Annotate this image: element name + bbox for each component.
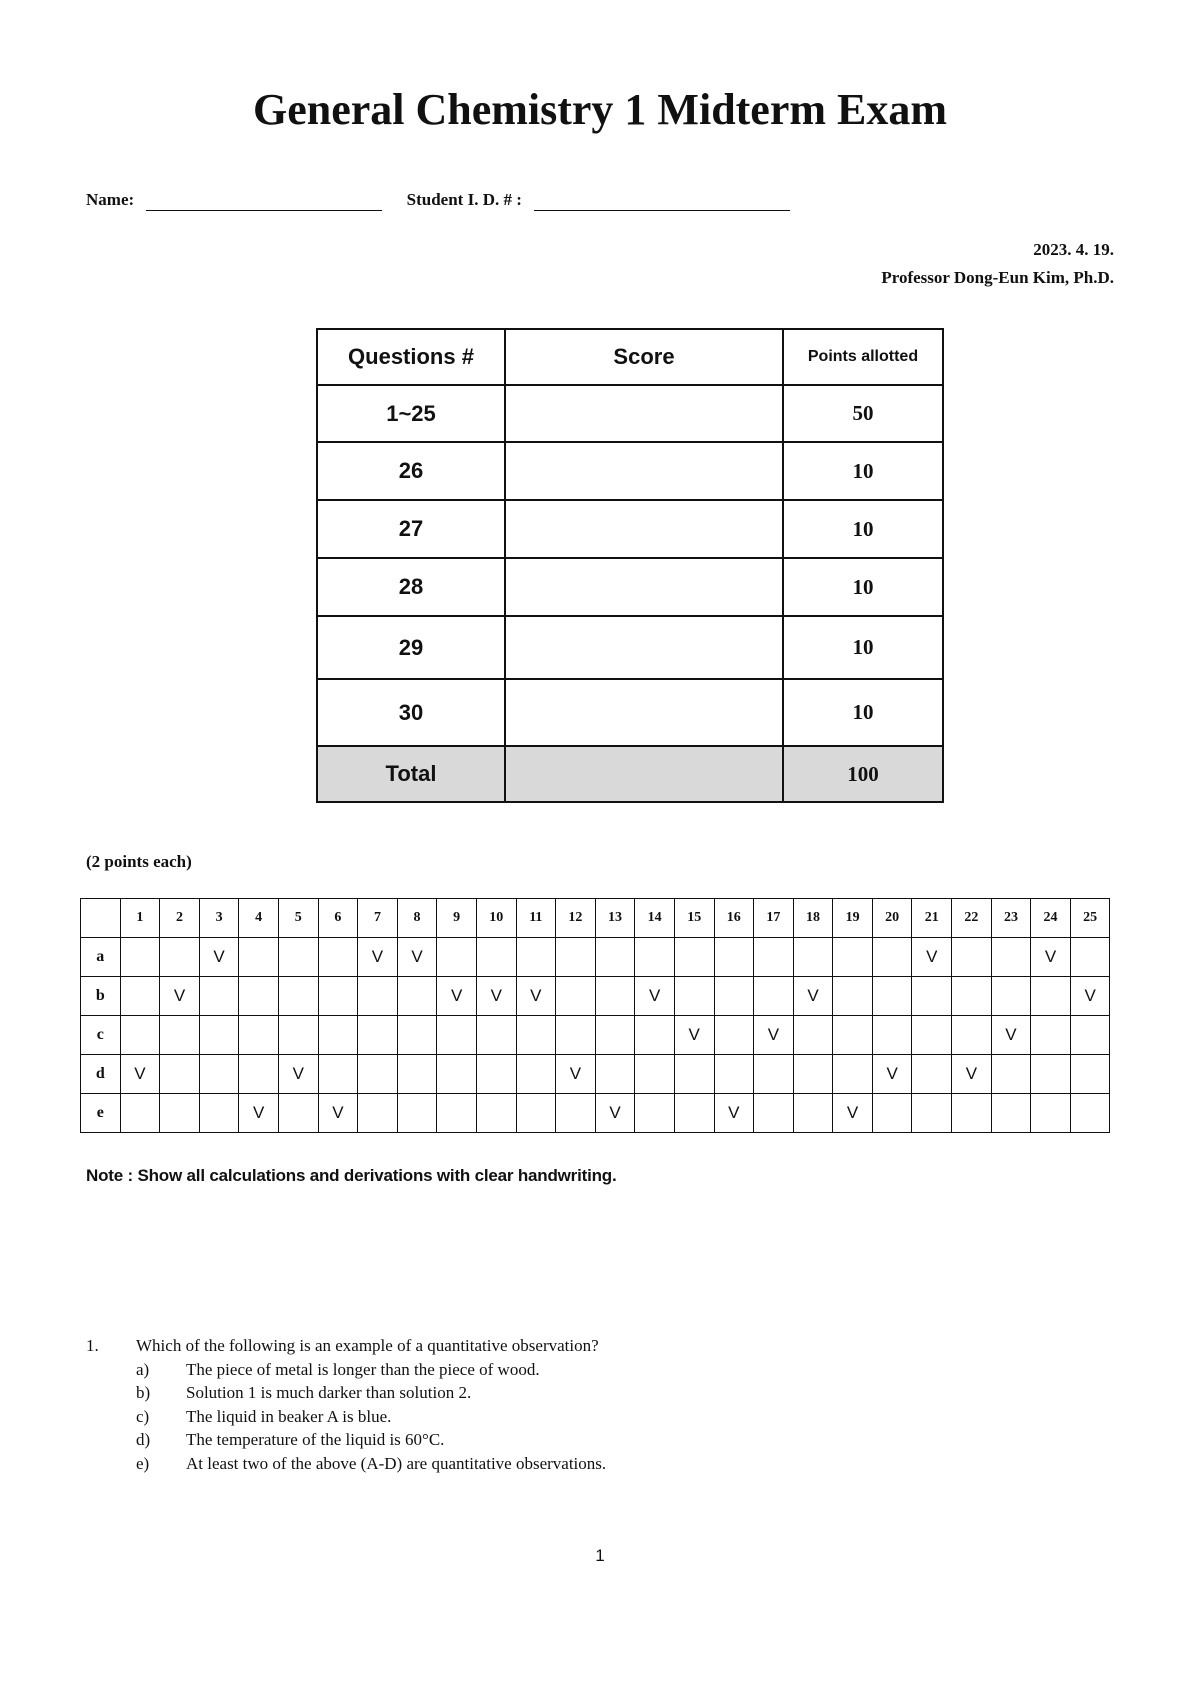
answer-cell[interactable]	[476, 1016, 516, 1055]
answer-cell[interactable]	[278, 977, 318, 1016]
answer-cell[interactable]	[991, 1055, 1031, 1094]
answer-mark[interactable]: V	[556, 1055, 596, 1094]
score-total-label: Total	[317, 746, 505, 802]
answer-column-header: 20	[872, 899, 912, 938]
answer-cell[interactable]	[1031, 977, 1071, 1016]
answer-cell[interactable]	[199, 1055, 239, 1094]
score-row-question: 29	[317, 616, 505, 679]
answer-cell[interactable]	[754, 977, 794, 1016]
answer-cell[interactable]	[437, 938, 477, 977]
answer-cell[interactable]	[872, 1016, 912, 1055]
answer-cell[interactable]	[318, 1016, 358, 1055]
answer-column-header: 21	[912, 899, 952, 938]
answer-column-header: 19	[833, 899, 873, 938]
handwriting-note: Note : Show all calculations and derivations with clear handwriting.	[86, 1166, 617, 1185]
option-label: a)	[136, 1359, 150, 1379]
answer-cell[interactable]	[278, 938, 318, 977]
score-row-question: 1~25	[317, 385, 505, 442]
answer-mark[interactable]: V	[516, 977, 556, 1016]
answer-column-header: 3	[199, 899, 239, 938]
answer-cell[interactable]	[358, 977, 398, 1016]
answer-cell[interactable]	[674, 1055, 714, 1094]
answer-cell[interactable]	[754, 1055, 794, 1094]
score-row-score[interactable]	[505, 385, 783, 442]
answer-cell[interactable]	[674, 938, 714, 977]
answer-cell[interactable]	[833, 977, 873, 1016]
answer-cell[interactable]	[793, 1055, 833, 1094]
score-row-points: 10	[783, 558, 943, 616]
answer-mark[interactable]: V	[397, 938, 437, 977]
answer-column-header: 22	[952, 899, 992, 938]
option-label: c)	[136, 1406, 150, 1426]
answer-column-header: 18	[793, 899, 833, 938]
answer-grid-row	[81, 938, 1110, 977]
answer-cell[interactable]	[397, 1094, 437, 1133]
score-row-score[interactable]	[505, 558, 783, 616]
score-row-score[interactable]	[505, 616, 783, 679]
answer-cell[interactable]	[635, 1016, 675, 1055]
answer-column-header: 9	[437, 899, 477, 938]
answer-mark[interactable]: V	[872, 1055, 912, 1094]
answer-mark[interactable]: V	[595, 1094, 635, 1133]
answer-mark[interactable]: V	[160, 977, 200, 1016]
answer-mark[interactable]: V	[952, 1055, 992, 1094]
answer-grid-row	[81, 977, 1110, 1016]
answer-column-header: 2	[160, 899, 200, 938]
answer-cell[interactable]	[912, 977, 952, 1016]
answer-mark[interactable]: V	[1070, 977, 1110, 1016]
answer-column-header: 10	[476, 899, 516, 938]
answer-mark[interactable]: V	[199, 938, 239, 977]
name-label: Name:	[86, 190, 135, 209]
question-1	[86, 1334, 1116, 1475]
exam-date: 2023. 4. 19.	[1033, 240, 1114, 259]
answer-column-header: 4	[239, 899, 279, 938]
answer-column-header: 17	[754, 899, 794, 938]
answer-cell[interactable]	[160, 1055, 200, 1094]
answer-cell[interactable]	[674, 977, 714, 1016]
answer-cell[interactable]	[516, 1016, 556, 1055]
answer-cell[interactable]	[1070, 1055, 1110, 1094]
answer-cell[interactable]	[278, 1016, 318, 1055]
answer-cell[interactable]	[674, 1094, 714, 1133]
answer-cell[interactable]	[516, 1094, 556, 1133]
answer-cell[interactable]	[437, 1094, 477, 1133]
answer-row-label: a	[81, 938, 121, 977]
option-text: At least two of the above (A-D) are quantitative observations.	[186, 1453, 607, 1473]
answer-mark[interactable]: V	[793, 977, 833, 1016]
answer-column-header: 6	[318, 899, 358, 938]
answer-cell[interactable]	[397, 1055, 437, 1094]
question-number: 1.	[86, 1336, 99, 1355]
answer-cell[interactable]	[714, 938, 754, 977]
answer-column-header: 7	[358, 899, 398, 938]
answer-mark[interactable]: V	[912, 938, 952, 977]
answer-cell[interactable]	[872, 977, 912, 1016]
answer-cell[interactable]	[120, 1016, 160, 1055]
answer-cell[interactable]	[318, 1055, 358, 1094]
answer-cell[interactable]	[556, 938, 596, 977]
answer-cell[interactable]	[437, 1016, 477, 1055]
score-row-points: 10	[783, 442, 943, 500]
answer-mark[interactable]: V	[714, 1094, 754, 1133]
answer-cell[interactable]	[397, 977, 437, 1016]
answer-cell[interactable]	[952, 1094, 992, 1133]
professor-name: Professor Dong-Eun Kim, Ph.D.	[881, 268, 1114, 287]
score-total-points: 100	[783, 746, 943, 802]
score-header-questions: Questions #	[317, 329, 505, 385]
answer-column-header: 24	[1031, 899, 1071, 938]
answer-cell[interactable]	[556, 977, 596, 1016]
answer-cell[interactable]	[635, 1055, 675, 1094]
date-professor-block	[881, 236, 1114, 292]
option-c[interactable]	[86, 1405, 1116, 1429]
answer-cell[interactable]	[952, 938, 992, 977]
answer-cell[interactable]	[952, 977, 992, 1016]
score-header-score: Score	[505, 329, 783, 385]
answer-cell[interactable]	[754, 1094, 794, 1133]
answer-cell[interactable]	[714, 1016, 754, 1055]
answer-grid	[80, 898, 1110, 1133]
student-id-blank[interactable]	[534, 190, 790, 211]
answer-cell[interactable]	[793, 1094, 833, 1133]
score-row-points: 10	[783, 679, 943, 746]
answer-cell[interactable]	[1031, 1055, 1071, 1094]
answer-mark[interactable]: V	[991, 1016, 1031, 1055]
score-row-question: 30	[317, 679, 505, 746]
answer-cell[interactable]	[912, 1055, 952, 1094]
option-text: Solution 1 is much darker than solution 2.	[186, 1383, 472, 1402]
score-total-score[interactable]	[505, 746, 783, 802]
score-row-points: 50	[783, 385, 943, 442]
page-number: 1	[595, 1546, 605, 1565]
answer-column-header: 25	[1070, 899, 1110, 938]
option-label: b)	[136, 1383, 151, 1402]
answer-grid-header-row	[81, 899, 1110, 938]
option-label: d)	[136, 1430, 151, 1449]
answer-cell[interactable]	[833, 1055, 873, 1094]
score-row-question: 27	[317, 500, 505, 558]
answer-cell[interactable]	[160, 1094, 200, 1133]
answer-cell[interactable]	[556, 1094, 596, 1133]
option-d[interactable]	[86, 1428, 1116, 1452]
option-a[interactable]	[86, 1358, 1116, 1382]
answer-cell[interactable]	[556, 1016, 596, 1055]
answer-column-header: 12	[556, 899, 596, 938]
answer-column-header: 1	[120, 899, 160, 938]
score-row-points: 10	[783, 500, 943, 558]
answer-cell[interactable]	[358, 1016, 398, 1055]
answer-column-header: 8	[397, 899, 437, 938]
answer-mark[interactable]: V	[278, 1055, 318, 1094]
answer-cell[interactable]	[635, 1094, 675, 1133]
option-text: The piece of metal is longer than the piece of wood.	[186, 1359, 540, 1379]
answer-cell[interactable]	[1070, 938, 1110, 977]
answer-mark[interactable]: V	[674, 1016, 714, 1055]
answer-column-header: 15	[674, 899, 714, 938]
answer-mark[interactable]: V	[239, 1094, 279, 1133]
answer-mark[interactable]: V	[635, 977, 675, 1016]
answer-grid-row	[81, 1055, 1110, 1094]
answer-cell[interactable]	[872, 1094, 912, 1133]
answer-column-header: 23	[991, 899, 1031, 938]
answer-cell[interactable]	[120, 1094, 160, 1133]
answer-cell[interactable]	[160, 1016, 200, 1055]
answer-row-label: e	[81, 1094, 121, 1133]
answer-cell[interactable]	[278, 1094, 318, 1133]
answer-column-header: 5	[278, 899, 318, 938]
answer-cell[interactable]	[239, 938, 279, 977]
score-row-score[interactable]	[505, 679, 783, 746]
answer-cell[interactable]	[595, 977, 635, 1016]
answer-cell[interactable]	[516, 1055, 556, 1094]
student-id-label: Student I. D. # :	[406, 190, 522, 209]
answer-cell[interactable]	[199, 977, 239, 1016]
answer-cell[interactable]	[595, 1016, 635, 1055]
score-row-score[interactable]	[505, 500, 783, 558]
score-row-question: 26	[317, 442, 505, 500]
answer-cell[interactable]	[318, 938, 358, 977]
answer-cell[interactable]	[1031, 1016, 1071, 1055]
answer-cell[interactable]	[476, 1055, 516, 1094]
answer-cell[interactable]	[714, 1055, 754, 1094]
answer-cell[interactable]	[991, 977, 1031, 1016]
answer-cell[interactable]	[595, 938, 635, 977]
answer-cell[interactable]	[199, 1016, 239, 1055]
answer-cell[interactable]	[120, 977, 160, 1016]
score-row-question: 28	[317, 558, 505, 616]
answer-mark[interactable]: V	[318, 1094, 358, 1133]
score-row-score[interactable]	[505, 442, 783, 500]
option-b[interactable]	[86, 1381, 1116, 1405]
answer-cell[interactable]	[912, 1016, 952, 1055]
question-text: Which of the following is an example of a quantitative observation?	[136, 1336, 599, 1355]
answer-cell[interactable]	[516, 938, 556, 977]
answer-cell[interactable]	[120, 938, 160, 977]
option-text: The liquid in beaker A is blue.	[186, 1406, 392, 1426]
answer-cell[interactable]	[199, 1094, 239, 1133]
answer-cell[interactable]	[476, 938, 516, 977]
answer-column-header: 11	[516, 899, 556, 938]
answer-cell[interactable]	[476, 1094, 516, 1133]
answer-cell[interactable]	[239, 1016, 279, 1055]
answer-cell[interactable]	[952, 1016, 992, 1055]
answer-grid-corner	[81, 899, 121, 938]
answer-mark[interactable]: V	[120, 1055, 160, 1094]
answer-cell[interactable]	[358, 1055, 398, 1094]
answer-row-label: b	[81, 977, 121, 1016]
answer-mark[interactable]: V	[1031, 938, 1071, 977]
answer-cell[interactable]	[912, 1094, 952, 1133]
answer-cell[interactable]	[833, 1016, 873, 1055]
student-info-line	[86, 190, 790, 211]
score-table	[316, 328, 944, 803]
answer-cell[interactable]	[714, 977, 754, 1016]
answer-cell[interactable]	[991, 1094, 1031, 1133]
answer-cell[interactable]	[1070, 1016, 1110, 1055]
answer-cell[interactable]	[1031, 1094, 1071, 1133]
answer-cell[interactable]	[833, 938, 873, 977]
answer-grid-row	[81, 1016, 1110, 1055]
answer-cell[interactable]	[754, 938, 794, 977]
answer-mark[interactable]: V	[754, 1016, 794, 1055]
answer-grid-row	[81, 1094, 1110, 1133]
answer-cell[interactable]	[793, 938, 833, 977]
answer-cell[interactable]	[872, 938, 912, 977]
name-blank[interactable]	[146, 190, 382, 211]
answer-column-header: 16	[714, 899, 754, 938]
answer-column-header: 14	[635, 899, 675, 938]
answer-cell[interactable]	[1070, 1094, 1110, 1133]
answer-cell[interactable]	[397, 1016, 437, 1055]
answer-cell[interactable]	[595, 1055, 635, 1094]
answer-mark[interactable]: V	[833, 1094, 873, 1133]
answer-cell[interactable]	[239, 1055, 279, 1094]
answer-cell[interactable]	[358, 1094, 398, 1133]
answer-cell[interactable]	[793, 1016, 833, 1055]
score-header-points: Points allotted	[783, 329, 943, 385]
exam-title: General Chemistry 1 Midterm Exam	[252, 85, 948, 134]
option-text: The temperature of the liquid is 60°C.	[186, 1430, 445, 1449]
points-each-note: (2 points each)	[86, 852, 192, 871]
score-row-points: 10	[783, 616, 943, 679]
answer-row-label: d	[81, 1055, 121, 1094]
answer-cell[interactable]	[160, 938, 200, 977]
answer-cell[interactable]	[318, 977, 358, 1016]
answer-row-label: c	[81, 1016, 121, 1055]
answer-cell[interactable]	[239, 977, 279, 1016]
option-label: e)	[136, 1453, 150, 1473]
answer-cell[interactable]	[991, 938, 1031, 977]
answer-mark[interactable]: V	[476, 977, 516, 1016]
answer-column-header: 13	[595, 899, 635, 938]
answer-cell[interactable]	[437, 1055, 477, 1094]
answer-mark[interactable]: V	[437, 977, 477, 1016]
answer-mark[interactable]: V	[358, 938, 398, 977]
option-e[interactable]	[86, 1452, 1116, 1476]
answer-cell[interactable]	[635, 938, 675, 977]
